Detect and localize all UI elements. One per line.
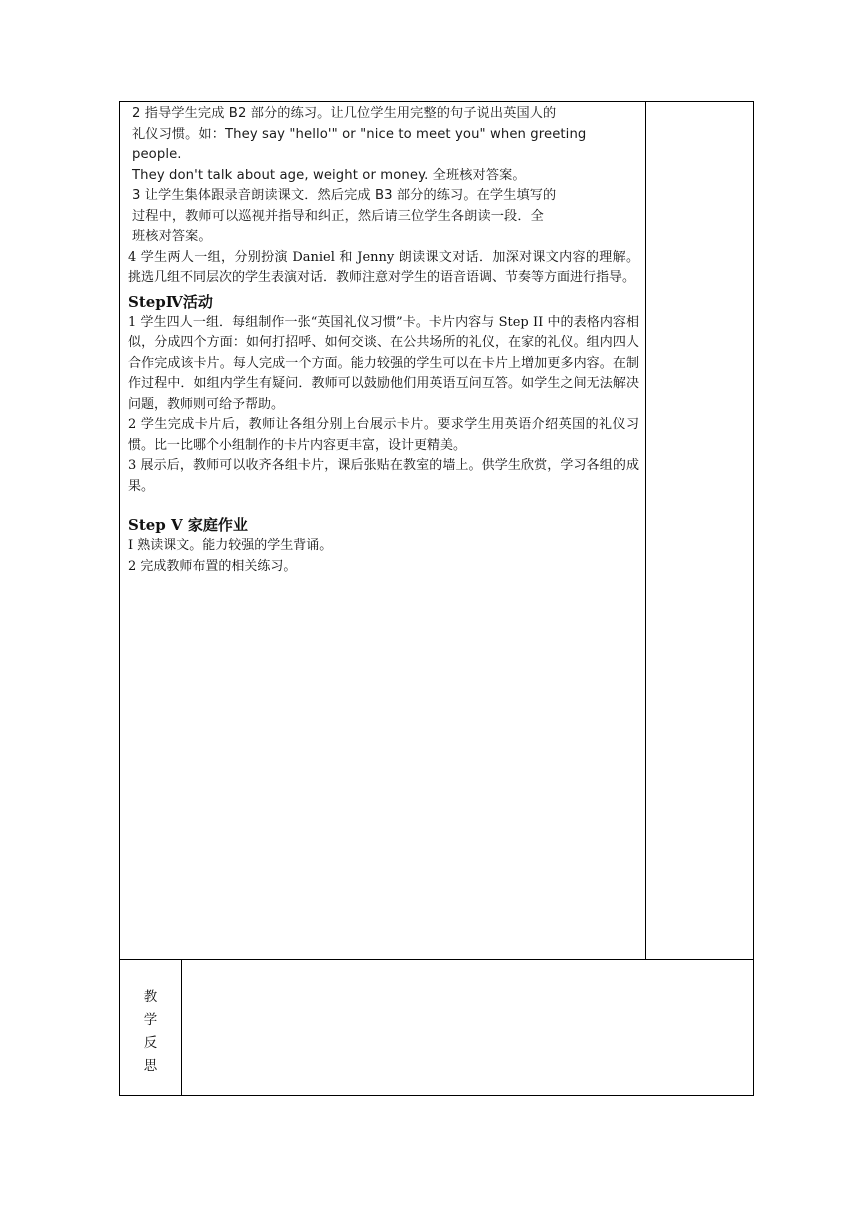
step5-heading xyxy=(128,514,639,536)
reflection-row xyxy=(120,960,754,1096)
step5-heading-en: Step V xyxy=(128,516,183,534)
reflection-label xyxy=(120,960,181,1078)
procedure-cell xyxy=(120,102,646,960)
step4-item-2: 2 学生完成卡片后，教师让各组分别上台展示卡片。要求学生用英语介绍英国的礼仪习惯。比一比哪个小组制作的卡片内容更丰富，设计更精美。 xyxy=(128,417,640,453)
step4-heading-en: StepⅣ xyxy=(128,292,183,311)
step4-item-1: 1 学生四人一组．每组制作一张“英国礼仪习惯”卡。卡片内容与 Step II 中的表格内容相似，分成四个方面：如何打招呼、如何交谈、在公共场所的礼仪，在家的礼仪。组内四人合作完成该卡片。每人完成一个方面。能力较强的学生可以在卡片上增加更多内容。在制作过程中．如组内学生有疑问．教师可以鼓励他们用英语互问互答。如学生之间无法解决问题，教师则可给予帮助。 xyxy=(128,314,640,412)
notes-cell xyxy=(646,102,754,960)
procedure-content xyxy=(120,102,645,577)
step5-heading-cn: 家庭作业 xyxy=(187,516,248,534)
screenshot-line: 3 让学生集体跟录音朗读课文．然后完成 B3 部分的练习。在学生填写的 xyxy=(132,188,557,203)
spacer xyxy=(128,497,639,512)
step5-item-2: 2 完成教师布置的相关练习。 xyxy=(128,558,297,574)
step3-item-4: 4 学生两人一组，分别扮演 Daniel 和 Jenny 朗读课文对话．加深对课文内容的理解。挑选几组不同层次的学生表演对话．教师注意对学生的语音语调、节奏等方面进行指导。 xyxy=(128,249,640,285)
lesson-plan-table xyxy=(119,101,754,1096)
screenshot-line: They don't talk about age, weight or money. 全班核对答案。 xyxy=(132,167,526,183)
reflection-label-cell xyxy=(120,960,182,1096)
step4-item-3: 3 展示后，教师可以收齐各组卡片，课后张贴在教室的墙上。供学生欣赏，学习各组的成果。 xyxy=(128,458,640,494)
screenshot-line: 礼仪习惯。如：They say "hello'" or "nice to meet you" when greeting people. xyxy=(132,126,587,162)
step4-heading xyxy=(128,291,639,313)
step5-item-1: I 熟读课文。能力较强的学生背诵。 xyxy=(128,538,333,553)
procedure-row xyxy=(120,102,754,960)
reflection-label-char: 反 xyxy=(143,1035,158,1051)
reflection-label-char: 教 xyxy=(143,989,158,1005)
embedded-screenshot-text xyxy=(132,104,639,248)
reflection-content-cell[interactable] xyxy=(182,960,754,1096)
reflection-label-char: 学 xyxy=(143,1012,158,1028)
step4-heading-cn: 活动 xyxy=(182,292,213,311)
screenshot-line: 2 指导学生完成 B2 部分的练习。让几位学生用完整的句子说出英国人的 xyxy=(132,106,557,121)
screenshot-line: 班核对答案。 xyxy=(132,229,212,244)
reflection-label-char: 思 xyxy=(143,1058,158,1074)
screenshot-line: 过程中，教师可以巡视并指导和纠正，然后请三位学生各朗读一段．全 xyxy=(132,208,544,224)
